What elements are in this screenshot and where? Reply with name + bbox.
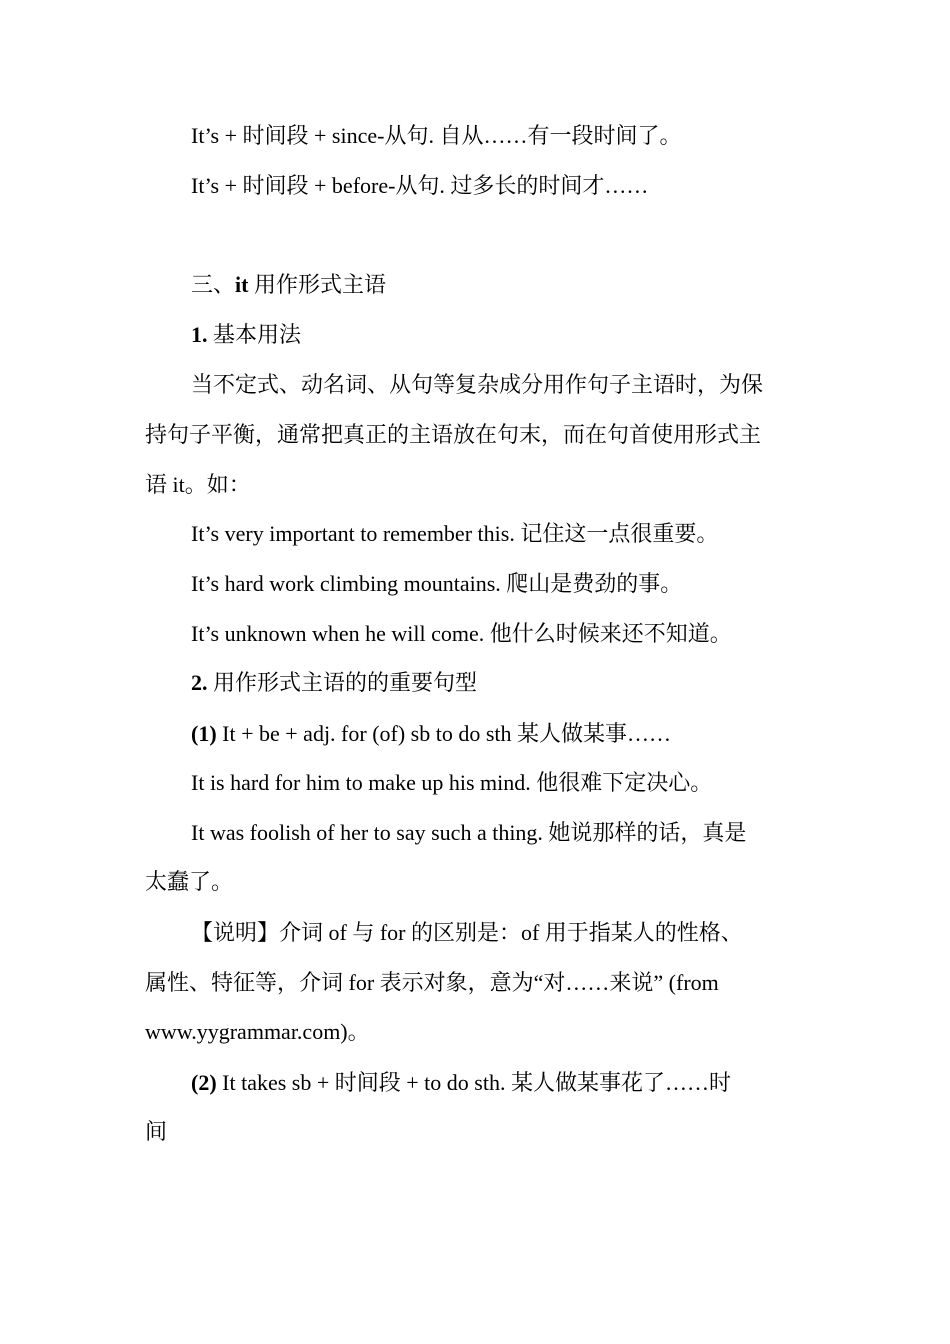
section-heading-prefix: 三、 (191, 272, 236, 297)
paragraph-line: 持句子平衡，通常把真正的主语放在句末，而在句首使用形式主 (145, 422, 762, 447)
pattern-text: It takes sb + 时间段 + to do sth. 某人做某事花了……时 (216, 1070, 731, 1095)
section-heading-it: it (235, 272, 249, 297)
paragraph-line: 当不定式、动名词、从句等复杂成分用作句子主语时，为保 (191, 372, 764, 397)
subheading-number: 1. (191, 322, 208, 347)
sentence-pattern-since: It’s + 时间段 + since-从句. 自从……有一段时间了。 (191, 123, 682, 148)
sentence-pattern-before: It’s + 时间段 + before-从句. 过多长的时间才…… (191, 173, 649, 198)
example-sentence: It was foolish of her to say such a thing. 她说那样的话，真是 (191, 820, 747, 845)
pattern-text: It + be + adj. for (of) sb to do sth 某人做某事…… (216, 721, 672, 746)
example-sentence: It’s unknown when he will come. 他什么时候来还不知道。 (191, 621, 732, 646)
section-heading-3 (191, 270, 386, 300)
subheading-patterns (191, 668, 477, 698)
subheading-number: 2. (191, 670, 208, 695)
pattern-number: (1) (191, 721, 217, 746)
note-line: www.yygrammar.com)。 (145, 1019, 370, 1044)
example-sentence: It’s very important to remember this. 记住这一点很重要。 (191, 521, 719, 546)
pattern-1 (191, 719, 671, 749)
pattern-2 (191, 1068, 731, 1098)
section-heading-rest: 用作形式主语 (248, 272, 386, 297)
subheading-text: 基本用法 (207, 322, 302, 347)
pattern-number: (2) (191, 1070, 217, 1095)
subheading-basic-usage (191, 320, 301, 350)
pattern-2-continued: 间 (145, 1119, 168, 1144)
example-sentence: It is hard for him to make up his mind. 他很难下定决心。 (191, 770, 713, 795)
note-line: 属性、特征等，介词 for 表示对象，意为“对……来说” (from (145, 970, 719, 995)
paragraph-line: 语 it。如： (145, 472, 251, 497)
example-sentence-continued: 太蠢了。 (145, 869, 234, 894)
subheading-text: 用作形式主语的的重要句型 (207, 670, 478, 695)
note-line: 【说明】介词 of 与 for 的区别是：of 用于指某人的性格、 (191, 920, 743, 945)
example-sentence: It’s hard work climbing mountains. 爬山是费劲的事。 (191, 571, 683, 596)
